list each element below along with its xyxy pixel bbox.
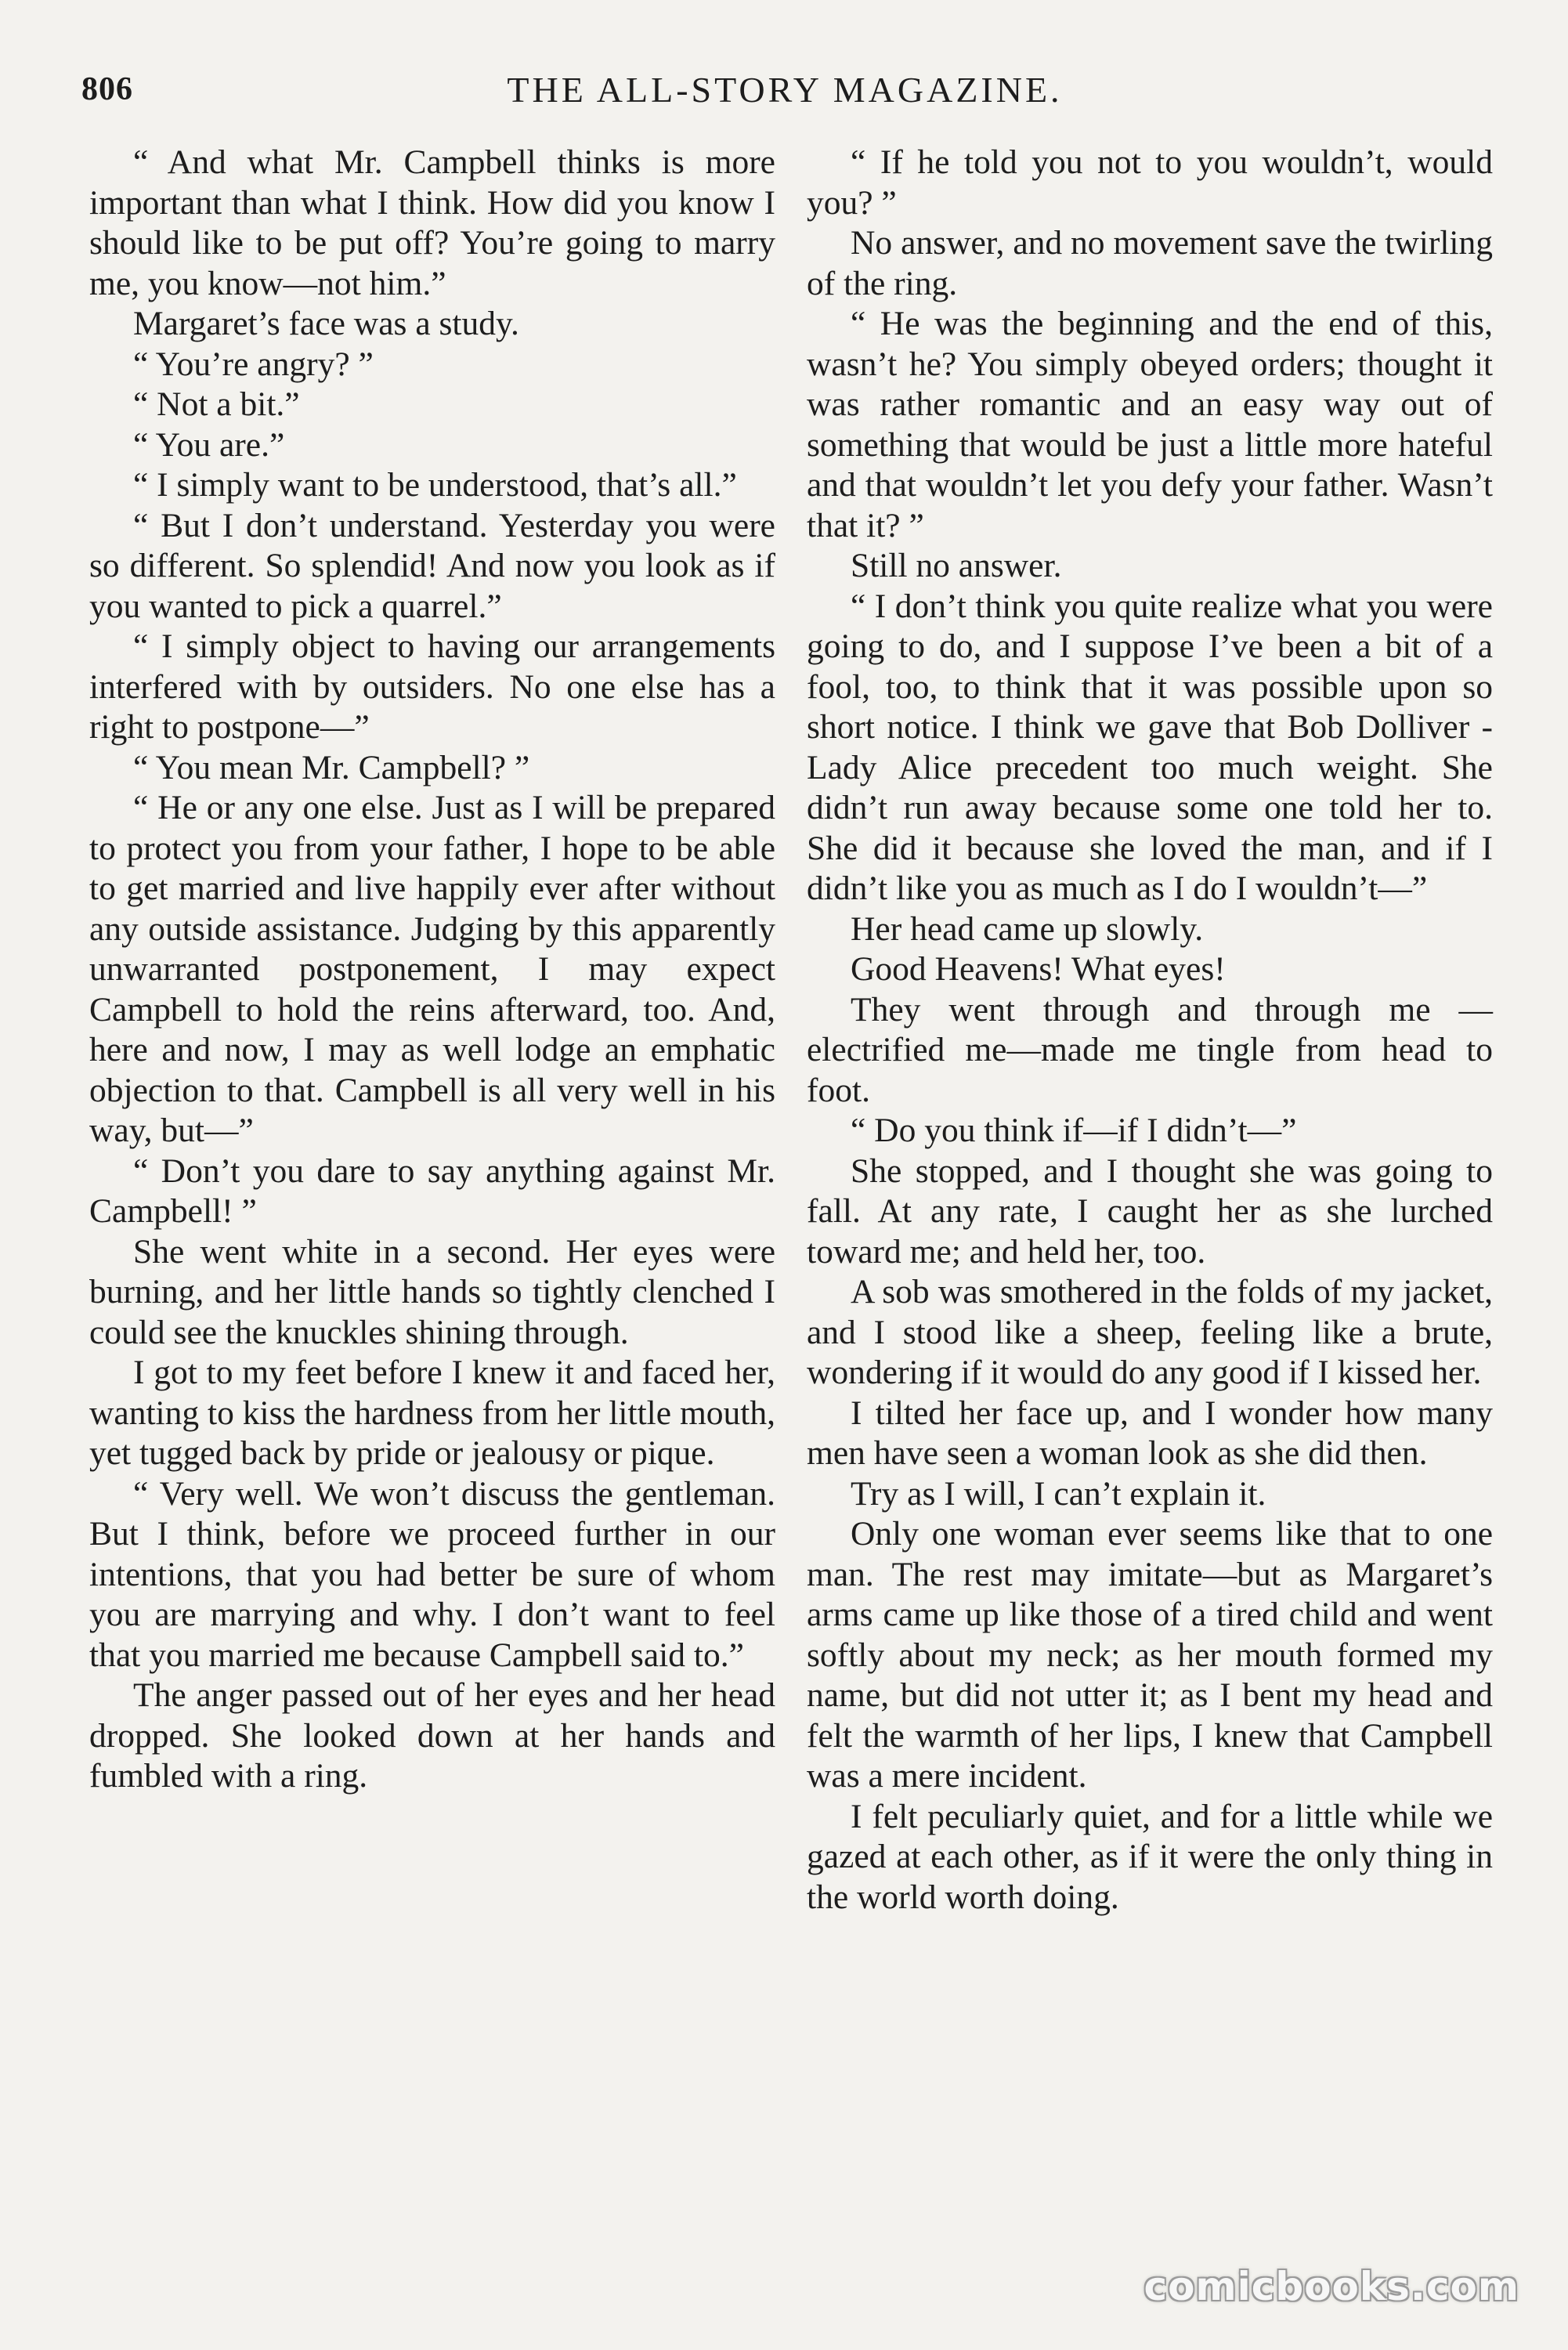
paragraph: Her head came up slowly. — [851, 909, 1204, 948]
paragraph: “ I don’t think you quite realize what you were going to do, and I suppose I’ve been a bit of a fool, too, to think that it was possible upon so short notice. I think we gave that Bob Dolliver - Lady Alice precedent too much weight. She didn’t run away because some one told her to. She did it because she loved the man, and if I didn’t like you as much as I do I wouldn’t—” — [807, 587, 1493, 907]
paragraph: I tilted her face up, and I wonder how many men have seen a woman look as she did then. — [807, 1394, 1493, 1472]
paragraph: Good Heavens! What eyes! — [851, 950, 1226, 988]
paragraph: “ He or any one else. Just as I will be prepared to protect you from your father, I hope to be able to get married and live happily ever after without any outside assistance. Judging by this apparently unwarranted postponement, I may expect Campbell to hold the reins afterward, too. And, here and now, I may as well lodge an emphatic objection to that. Campbell is all very well in his way, but—” — [89, 789, 775, 1149]
paragraph: Try as I will, I can’t explain it. — [851, 1474, 1266, 1513]
paragraph: She stopped, and I thought she was going to fall. At any rate, I caught her as she lurched toward me; and held her, too. — [807, 1152, 1493, 1271]
paragraph: I got to my feet before I knew it and faced her, wanting to kiss the hardness from her little mouth, yet tugged back by pride or jealousy or pique. — [89, 1354, 775, 1472]
paragraph: “ You’re angry? ” — [133, 345, 374, 383]
watermark: comicbooks.com — [1143, 2264, 1519, 2309]
paragraph: “ You mean Mr. Campbell? ” — [133, 748, 530, 786]
paragraph: Margaret’s face was a study. — [133, 305, 519, 342]
paragraph: “ But I don’t understand. Yesterday you were so different. So splendid! And now you look as if you wanted to pick a quarrel.” — [89, 506, 775, 625]
paragraph: “ If he told you not to you wouldn’t, would you? ” — [807, 143, 1493, 222]
paragraph: I felt peculiarly quiet, and for a little while we gazed at each other, as if it were the only thing in the world worth doing. — [807, 1797, 1493, 1916]
paragraph: “ I simply want to be understood, that’s all.” — [133, 466, 737, 504]
paragraph: “ Very well. We won’t discuss the gentleman. But I think, before we proceed further in our intentions, that you had better be sure of whom you are marrying and why. I don’t want to feel that you married me because Campbell said to.” — [89, 1474, 775, 1674]
running-title: THE ALL-STORY MAGAZINE. — [507, 70, 1063, 110]
page-header — [81, 64, 1488, 127]
paragraph: “ I simply object to having our arrangements interfered with by outsiders. No one else has a right to postpone—” — [89, 627, 775, 746]
paragraph: “ Don’t you dare to say anything against Mr. Campbell! ” — [89, 1152, 775, 1230]
paragraph: “ Not a bit.” — [133, 385, 300, 423]
paragraph: “ He was the beginning and the end of this, wasn’t he? You simply obeyed orders; thought it was rather romantic and an easy way out of something that would be just a little more hateful and that wouldn’t let you defy your father. Wasn’t that it? ” — [807, 305, 1493, 544]
paragraph: “ Do you think if—if I didn’t—” — [851, 1112, 1297, 1149]
paragraph: “ And what Mr. Campbell thinks is more important than what I think. How did you know I should like to be put off? You’re going to marry me, you know—not him.” — [89, 143, 775, 302]
paragraph: A sob was smothered in the folds of my jacket, and I stood like a sheep, feeling like a brute, wondering if it would do any good if I kissed her. — [807, 1273, 1493, 1391]
paragraph: They went through and through me —electrified me—made me tingle from head to foot. — [807, 990, 1493, 1109]
right-column — [807, 143, 1493, 1918]
paragraph: The anger passed out of her eyes and her head dropped. She looked down at her hands and fumbled with a ring. — [89, 1676, 775, 1795]
page-number: 806 — [81, 71, 133, 107]
paragraph: No answer, and no movement save the twirling of the ring. — [807, 224, 1493, 302]
paragraph: She went white in a second. Her eyes were burning, and her little hands so tightly clenched I could see the knuckles shining through. — [89, 1232, 775, 1351]
paragraph: Still no answer. — [851, 547, 1062, 584]
paragraph: “ You are.” — [133, 425, 285, 464]
paragraph: Only one woman ever seems like that to one man. The rest may imitate—but as Margaret’s arms came up like those of a tired child and went softly about my neck; as her mouth formed my name, but did not utter it; as I bent my head and felt the warmth of her lips, I knew that Campbell was a mere incident. — [807, 1515, 1493, 1795]
left-column — [89, 143, 775, 1797]
